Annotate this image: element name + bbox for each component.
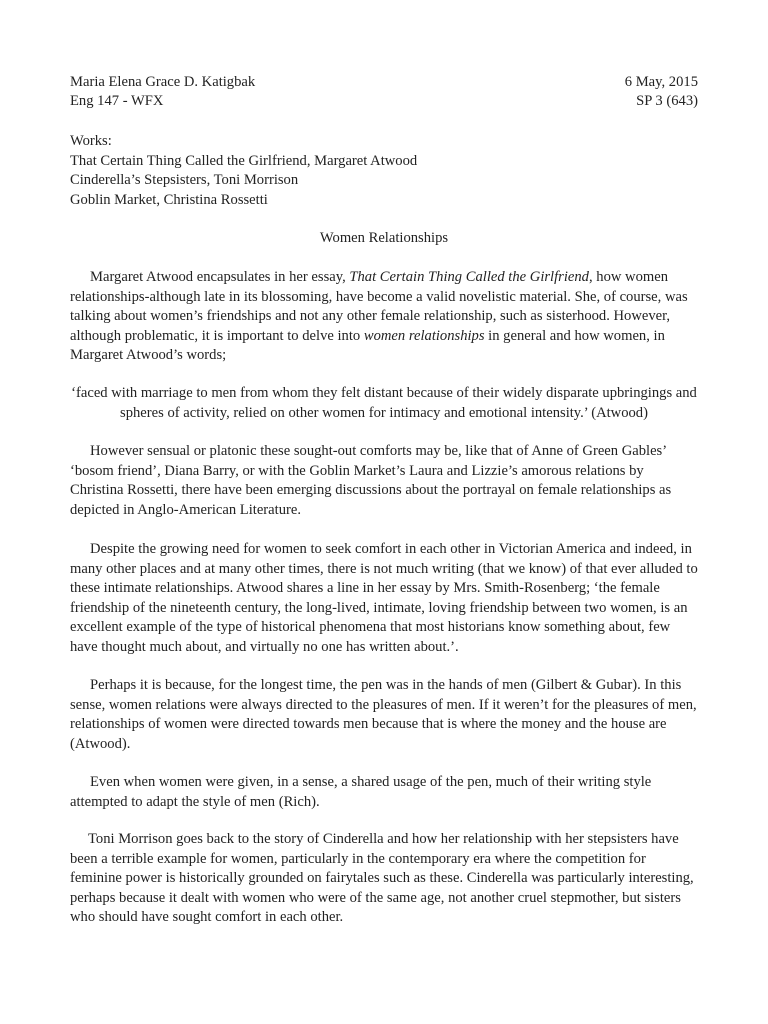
block-quote: ‘faced with marriage to men from whom they felt distant because of their widely disparate upbringings and spheres of activity, relied on other women for intimacy and emotional intensity.’ (Atwood)	[71, 385, 697, 421]
paragraph-1-essay-title: That Certain Thing Called the Girlfriend	[349, 269, 589, 285]
paragraph-1-text-b: , how women relationships-although late in its blossoming, have become a valid novelistic material. She, of course, was talking about women’s friendships and not any other female relationship, such as sisterhood. However, although problematic, it is important to delve into	[70, 269, 688, 344]
paragraph-1-text-c: in general and how women, in Margaret Atwood’s words;	[70, 327, 665, 364]
paragraph-1-emphasis: women relationships	[363, 327, 485, 344]
works-item: Cinderella’s Stepsisters, Toni Morrison	[70, 172, 299, 189]
paragraph-1	[70, 268, 698, 366]
essay-title: Women Relationships	[319, 230, 449, 246]
paragraph-1-text-a: Margaret Atwood encapsulates in her essay,	[90, 269, 350, 285]
works-label: Works:	[70, 133, 112, 149]
paragraph-4: Perhaps it is because, for the longest time, the pen was in the hands of men (Gilbert & Gubar). In this sense, women relations were always directed to the pleasures of men. If it weren’t for the pleasures of men, relationships of women were directed towards men because that is where the money and the house are (Atwood).	[70, 677, 697, 752]
header-row-1	[70, 73, 698, 93]
course: Eng 147 - WFX	[70, 93, 164, 109]
works-item: That Certain Thing Called the Girlfriend, Margaret Atwood	[70, 152, 418, 169]
paragraph-5: Even when women were given, in a sense, a shared usage of the pen, much of their writing style attempted to adapt the style of men (Rich).	[70, 774, 652, 810]
section: SP 3 (643)	[636, 93, 698, 109]
paragraph-2: However sensual or platonic these sought-out comforts may be, like that of Anne of Green Gables’ ‘bosom friend’, Diana Barry, or with the Goblin Market’s Laura and Lizzie’s amorous relations by Christina Rossetti, there have been emerging discussions about the portrayal on female relationships as depicted in Anglo-American Literature.	[70, 443, 672, 518]
author-name: Maria Elena Grace D. Katigbak	[70, 74, 256, 90]
paragraph-6: Toni Morrison goes back to the story of Cinderella and how her relationship with her stepsisters have been a terrible example for women, particularly in the contemporary era where the competition for feminine power is historically grounded on fairytales such as these. Cinderella was particularly interesting, perhaps because it dealt with women who were of the same age, not another cruel stepmother, but sisters who should have sought comfort in each other.	[70, 831, 694, 926]
works-item: Goblin Market, Christina Rossetti	[70, 191, 268, 208]
paragraph-3: Despite the growing need for women to seek comfort in each other in Victorian America and indeed, in many other places and at many other times, there is not much writing (that we know) of that ever alluded to these intimate relationships. Atwood shares a line in her essay by Mrs. Smith-Rosenberg; ‘the female friendship of the nineteenth century, the long-lived, intimate, loving friendship between two women, is an excellent example of the type of historical phenomena that most historians know something about, few have thought much about, and virtually no one has written about.’.	[70, 541, 698, 655]
date: 6 May, 2015	[624, 74, 698, 90]
header-row-2	[70, 92, 698, 112]
works-list	[70, 132, 698, 210]
